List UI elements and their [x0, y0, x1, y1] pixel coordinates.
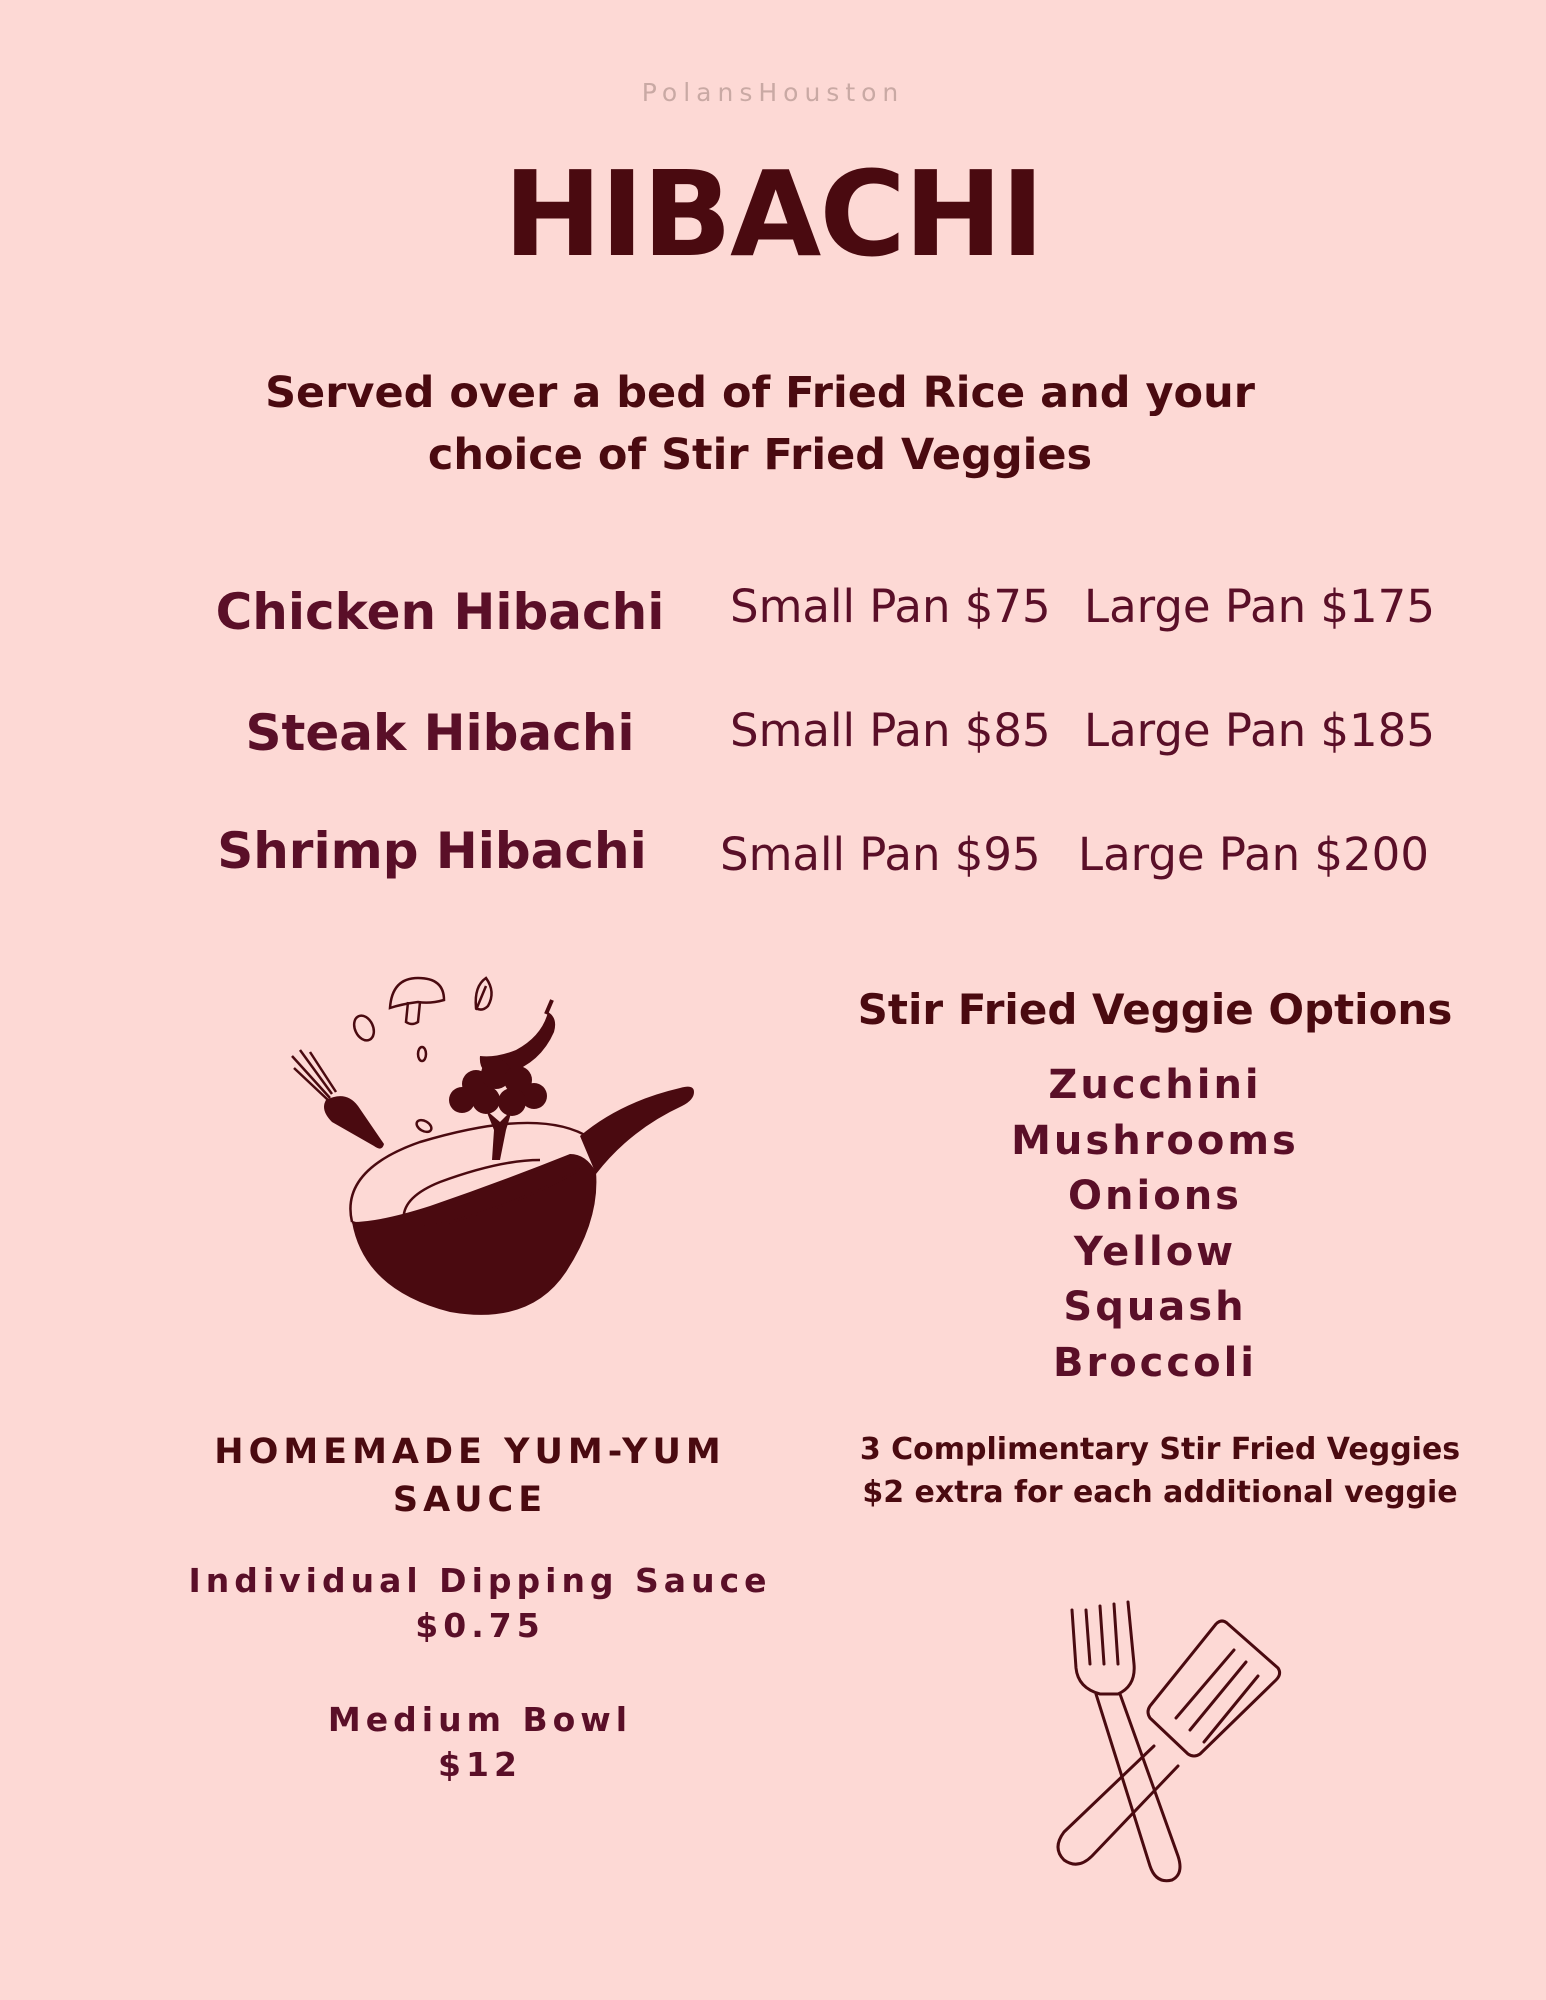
veggie-option: Zucchini: [1048, 1062, 1262, 1108]
sauce-heading: [180, 1428, 760, 1524]
fork-and-spatula-icon: [1050, 1598, 1290, 1888]
price-small-steak: Small Pan $85: [730, 704, 1051, 757]
brand-name: PolansHouston: [641, 78, 905, 107]
sauce-individual-price: $0.75: [415, 1606, 545, 1645]
sauce-individual: [150, 1558, 810, 1648]
veggie-option: Mushrooms: [1011, 1117, 1299, 1164]
subtitle-line-1: Served over a bed of Fried Rice and your: [265, 368, 1255, 418]
sauce-individual-label: Individual Dipping Sauce: [188, 1561, 772, 1600]
subtitle-line-2: choice of Stir Fried Veggies: [427, 430, 1093, 480]
veggie-options-heading: Stir Fried Veggie Options: [857, 985, 1453, 1034]
veggie-option: Onions: [1068, 1173, 1242, 1219]
sauce-bowl: [200, 1697, 760, 1787]
veggie-options-list: [955, 1058, 1355, 1391]
sauce-bowl-price: $12: [438, 1745, 522, 1784]
item-name-shrimp: Shrimp Hibachi: [217, 822, 647, 880]
sauce-bowl-label: Medium Bowl: [327, 1700, 633, 1739]
item-name-chicken: Chicken Hibachi: [215, 583, 665, 641]
sauce-heading-line-1: HOMEMADE YUM-YUM: [214, 1432, 726, 1472]
veggie-note-line-1: 3 Complimentary Stir Fried Veggies: [859, 1432, 1461, 1467]
veggie-option: Broccoli: [1052, 1339, 1258, 1386]
item-name-steak: Steak Hibachi: [245, 704, 635, 762]
wok-with-vegetables-icon: [280, 960, 720, 1330]
subtitle: [260, 362, 1260, 486]
veggie-option: Yellow: [1073, 1228, 1237, 1275]
sauce-heading-line-2: SAUCE: [392, 1480, 548, 1520]
page-title: HIBACHI: [503, 145, 1043, 283]
price-large-chicken: Large Pan $175: [1084, 580, 1435, 633]
price-small-shrimp: Small Pan $95: [720, 828, 1041, 881]
veggie-note: [840, 1428, 1480, 1514]
veggie-note-line-2: $2 extra for each additional veggie: [862, 1475, 1458, 1510]
price-large-steak: Large Pan $185: [1084, 704, 1435, 757]
veggie-option: Squash: [1063, 1284, 1247, 1330]
price-large-shrimp: Large Pan $200: [1078, 828, 1429, 881]
price-small-chicken: Small Pan $75: [730, 580, 1051, 633]
